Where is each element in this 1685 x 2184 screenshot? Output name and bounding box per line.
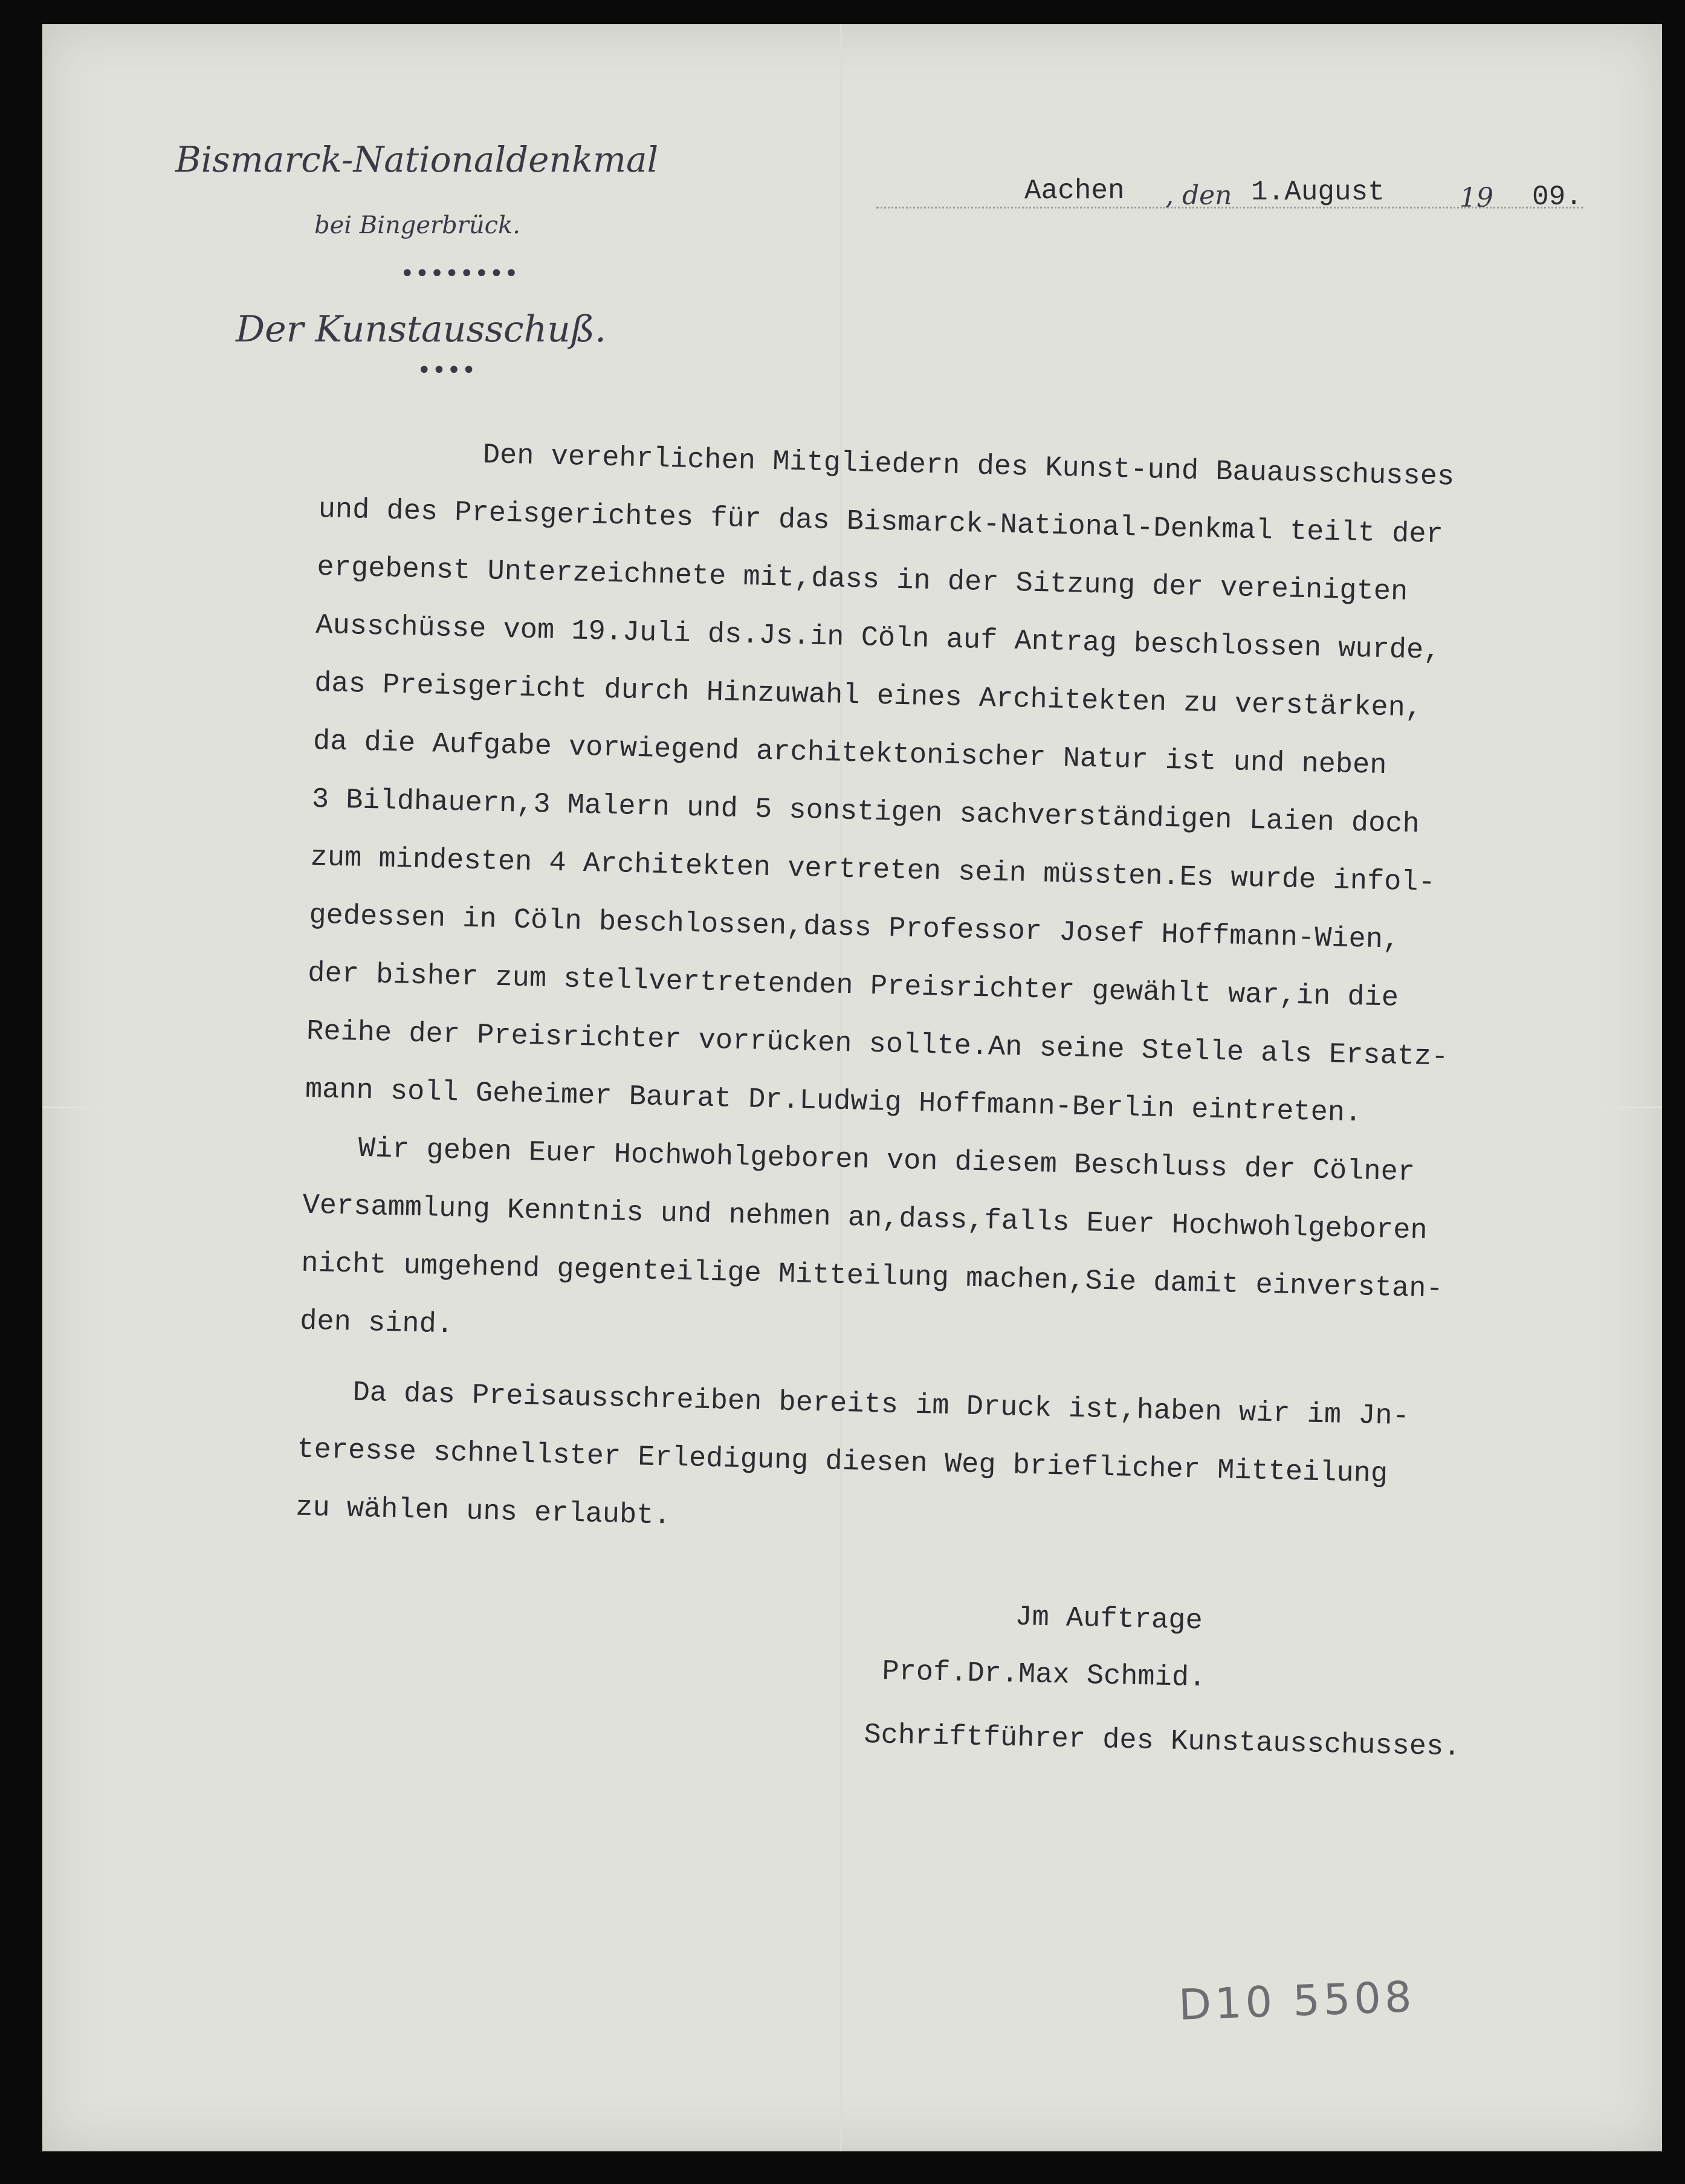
body-line: ergebenst Unterzeichnete mit,dass in der Sitzung der vereinigten [316, 551, 1408, 609]
letterhead-ornament: •••••••• [400, 260, 519, 288]
organization-location: bei Bingerbrück. [314, 212, 520, 239]
body-line: Wir geben Euer Hochwohlgeboren von diesem Beschluss der Cölner [358, 1132, 1415, 1189]
body-line: der bisher zum stellvertretenden Preisrichter gewählt war,in die [307, 957, 1399, 1015]
body-line: gedessen in Cöln beschlossen,dass Professor Josef Hoffmann-Wien, [308, 899, 1400, 957]
body-line: zu wählen uns erlaubt. [295, 1491, 671, 1533]
signature-title: Schriftführer des Kunstausschusses. [863, 1719, 1461, 1764]
body-line: mann soll Geheimer Baurat Dr.Ludwig Hoffmann-Berlin eintreten. [305, 1073, 1362, 1130]
dateline-place: Aachen [1024, 175, 1125, 207]
letter-body [295, 423, 1577, 1566]
signature-name: Prof.Dr.Max Schmid. [881, 1656, 1206, 1695]
committee-ornament: •••• [417, 357, 477, 384]
signature-in-order: Jm Auftrage [1014, 1601, 1203, 1638]
body-line: Versammlung Kenntnis und nehmen an,dass,falls Euer Hochwohlgeboren [302, 1189, 1428, 1247]
body-line: und des Preisgerichtes für das Bismarck-National-Denkmal teilt der [318, 493, 1444, 552]
body-line: nicht umgehend gegenteilige Mitteilung machen,Sie damit einverstan- [300, 1247, 1444, 1306]
committee-name: Der Kunstausschuß. [236, 308, 607, 351]
body-line: teresse schnellster Erledigung diesen Weg brieflicher Mitteilung [296, 1433, 1388, 1491]
body-line: Reihe der Preisrichter vorrücken sollte.An seine Stelle als Ersatz- [306, 1015, 1449, 1074]
body-line: zum mindesten 4 Architekten vertreten sein müssten.Es wurde infol- [310, 841, 1436, 900]
dateline [876, 169, 1590, 218]
organization-name: Bismarck-Nationaldenkmal [175, 139, 659, 180]
body-line: 3 Bildhauern,3 Malern und 5 sonstigen sachverständigen Laien doch [311, 783, 1420, 841]
body-line: das Preisgericht durch Hinzuwahl eines Architekten zu verstärken, [314, 667, 1423, 725]
body-line: Den verehrlichen Mitgliedern des Kunst-und Bauausschusses [482, 439, 1455, 494]
dateline-year-prefix: 19 [1460, 183, 1493, 213]
archive-number: D10 5508 [1177, 1972, 1416, 2030]
body-line: Da das Preisausschreiben bereits im Druck ist,haben wir im Jn- [352, 1377, 1410, 1433]
dateline-year-suffix: 09. [1532, 181, 1582, 213]
body-line: den sind. [299, 1305, 454, 1342]
body-line: Ausschüsse vom 19.Juli ds.Js.in Cöln auf Antrag beschlossen wurde, [315, 609, 1441, 668]
dateline-den: , den [1165, 180, 1232, 211]
dateline-date: 1.August [1251, 176, 1385, 208]
body-line: da die Aufgabe vorwiegend architektonischer Natur ist und neben [312, 725, 1388, 783]
